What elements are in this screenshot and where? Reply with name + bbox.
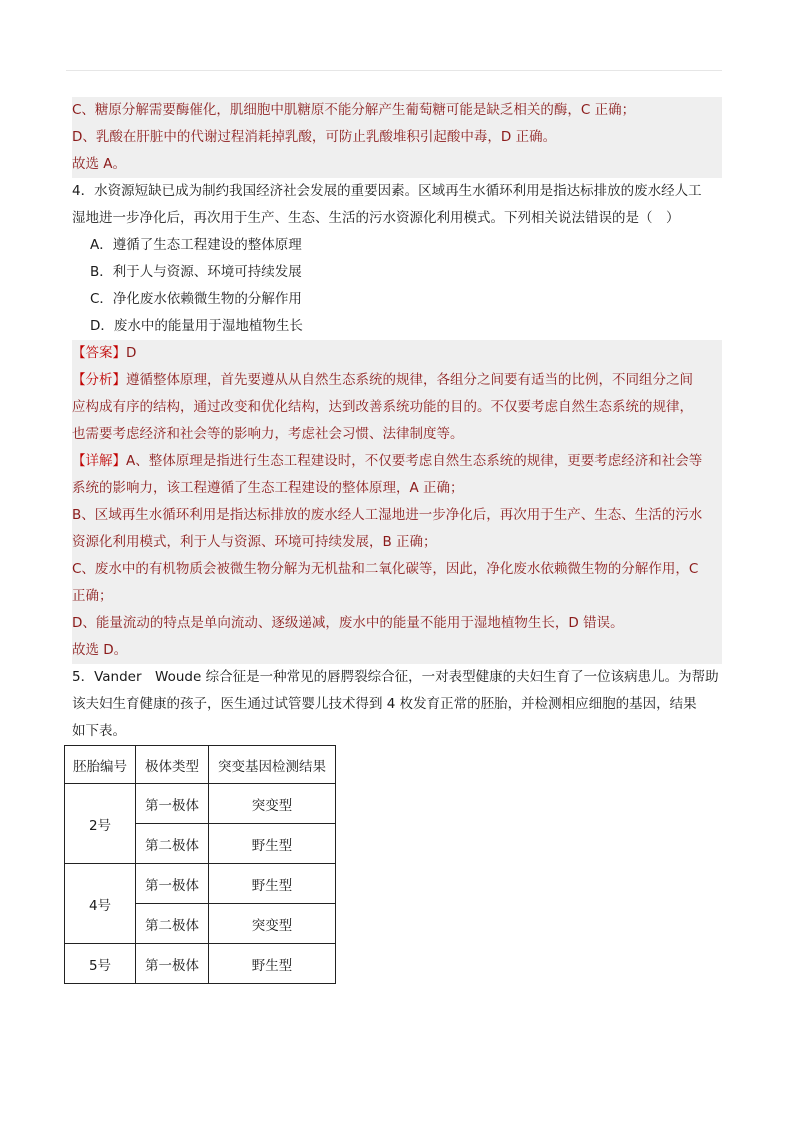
analysis-text-1: 遵循整体原理，首先要遵从从自然生态系统的规律，各组分之间要有适当的比例，不同组分之间 — [126, 372, 693, 388]
q4-option-a: A．遵循了生态工程建设的整体原理 — [90, 237, 302, 253]
header-mutation-result: 突变基因检测结果 — [209, 746, 336, 784]
header-embryo-id: 胚胎编号 — [65, 746, 136, 784]
q4-detail-line-7: D、能量流动的特点是单向流动、逐级递减，废水中的能量不能用于湿地植物生长，D 错误。 — [72, 610, 722, 637]
q5-stem-line-2: 该夫妇生育健康的孩子，医生通过试管婴儿技术得到 4 枚发育正常的胚胎，并检测相应细胞的基因，结果 — [72, 696, 697, 712]
q4-detail-line-6: 正确； — [72, 583, 722, 610]
polar-body-cell: 第一极体 — [136, 944, 209, 984]
q4-choice: 故选 D。 — [72, 637, 722, 664]
header-rule — [66, 70, 722, 71]
answer3-line-d: D、乳酸在肝脏中的代谢过程消耗掉乳酸，可防止乳酸堆积引起酸中毒，D 正确。 — [72, 124, 722, 151]
answer3-choice: 故选 A。 — [72, 151, 722, 178]
q5-stem-line-3: 如下表。 — [72, 723, 126, 739]
detail-tag: 【详解】 — [72, 453, 126, 469]
answer-tag: 【答案】 — [72, 345, 126, 361]
result-cell: 野生型 — [209, 824, 336, 864]
q5-stem-line-1: 5．Vander Woude 综合征是一种常见的唇腭裂综合征，一对表型健康的夫妇生育了一位该病患儿。为帮助 — [72, 669, 719, 685]
result-cell: 突变型 — [209, 784, 336, 824]
q4-detail-line-5: C、废水中的有机物质会被微生物分解为无机盐和二氧化碳等，因此，净化废水依赖微生物的分解作用，C — [72, 556, 722, 583]
q4-option-d: D．废水中的能量用于湿地植物生长 — [90, 318, 303, 334]
analysis-tag: 【分析】 — [72, 372, 126, 388]
polar-body-cell: 第一极体 — [136, 784, 209, 824]
table-row — [65, 944, 336, 984]
q4-analysis-line-1 — [72, 367, 722, 394]
polar-body-cell: 第二极体 — [136, 824, 209, 864]
q4-detail-line-1 — [72, 448, 722, 475]
q4-detail-line-4: 资源化利用模式，利于人与资源、环境可持续发展，B 正确； — [72, 529, 722, 556]
answer3-line-c: C、糖原分解需要酶催化，肌细胞中肌糖原不能分解产生葡萄糖可能是缺乏相关的酶，C 正确； — [72, 97, 722, 124]
table-header-row — [65, 746, 336, 784]
q4-analysis-line-3: 也需要考虑经济和社会等的影响力，考虑社会习惯、法律制度等。 — [72, 421, 722, 448]
result-cell: 野生型 — [209, 944, 336, 984]
q4-detail-line-3: B、区域再生水循环利用是指达标排放的废水经人工湿地进一步净化后，再次用于生产、生态、生活的污水 — [72, 502, 722, 529]
embryo-id-cell: 2号 — [65, 784, 136, 864]
q4-option-c: C．净化废水依赖微生物的分解作用 — [90, 291, 302, 307]
q4-analysis-line-2: 应构成有序的结构，通过改变和优化结构，达到改善系统功能的目的。不仅要考虑自然生态系统的规律， — [72, 394, 722, 421]
embryo-id-cell: 4号 — [65, 864, 136, 944]
result-cell: 突变型 — [209, 904, 336, 944]
q4-option-b: B．利于人与资源、环境可持续发展 — [90, 264, 302, 280]
polar-body-cell: 第一极体 — [136, 864, 209, 904]
result-cell: 野生型 — [209, 864, 336, 904]
q4-stem-line-2: 湿地进一步净化后，再次用于生产、生态、生活的污水资源化利用模式。下列相关说法错误的是（ ） — [72, 210, 680, 226]
table-row — [65, 784, 336, 824]
q4-detail-line-2: 系统的影响力，该工程遵循了生态工程建设的整体原理，A 正确； — [72, 475, 722, 502]
polar-body-cell: 第二极体 — [136, 904, 209, 944]
q4-answer — [72, 340, 722, 367]
q4-stem-line-1: 4．水资源短缺已成为制约我国经济社会发展的重要因素。区域再生水循环利用是指达标排放的废水经人工 — [72, 183, 702, 199]
table-row — [65, 864, 336, 904]
embryo-id-cell: 5号 — [65, 944, 136, 984]
embryo-gene-table — [64, 745, 336, 984]
detail-text-1: A、整体原理是指进行生态工程建设时，不仅要考虑自然生态系统的规律，更要考虑经济和社会等 — [126, 453, 703, 469]
header-polar-body-type: 极体类型 — [136, 746, 209, 784]
answer-value: D — [126, 345, 137, 361]
